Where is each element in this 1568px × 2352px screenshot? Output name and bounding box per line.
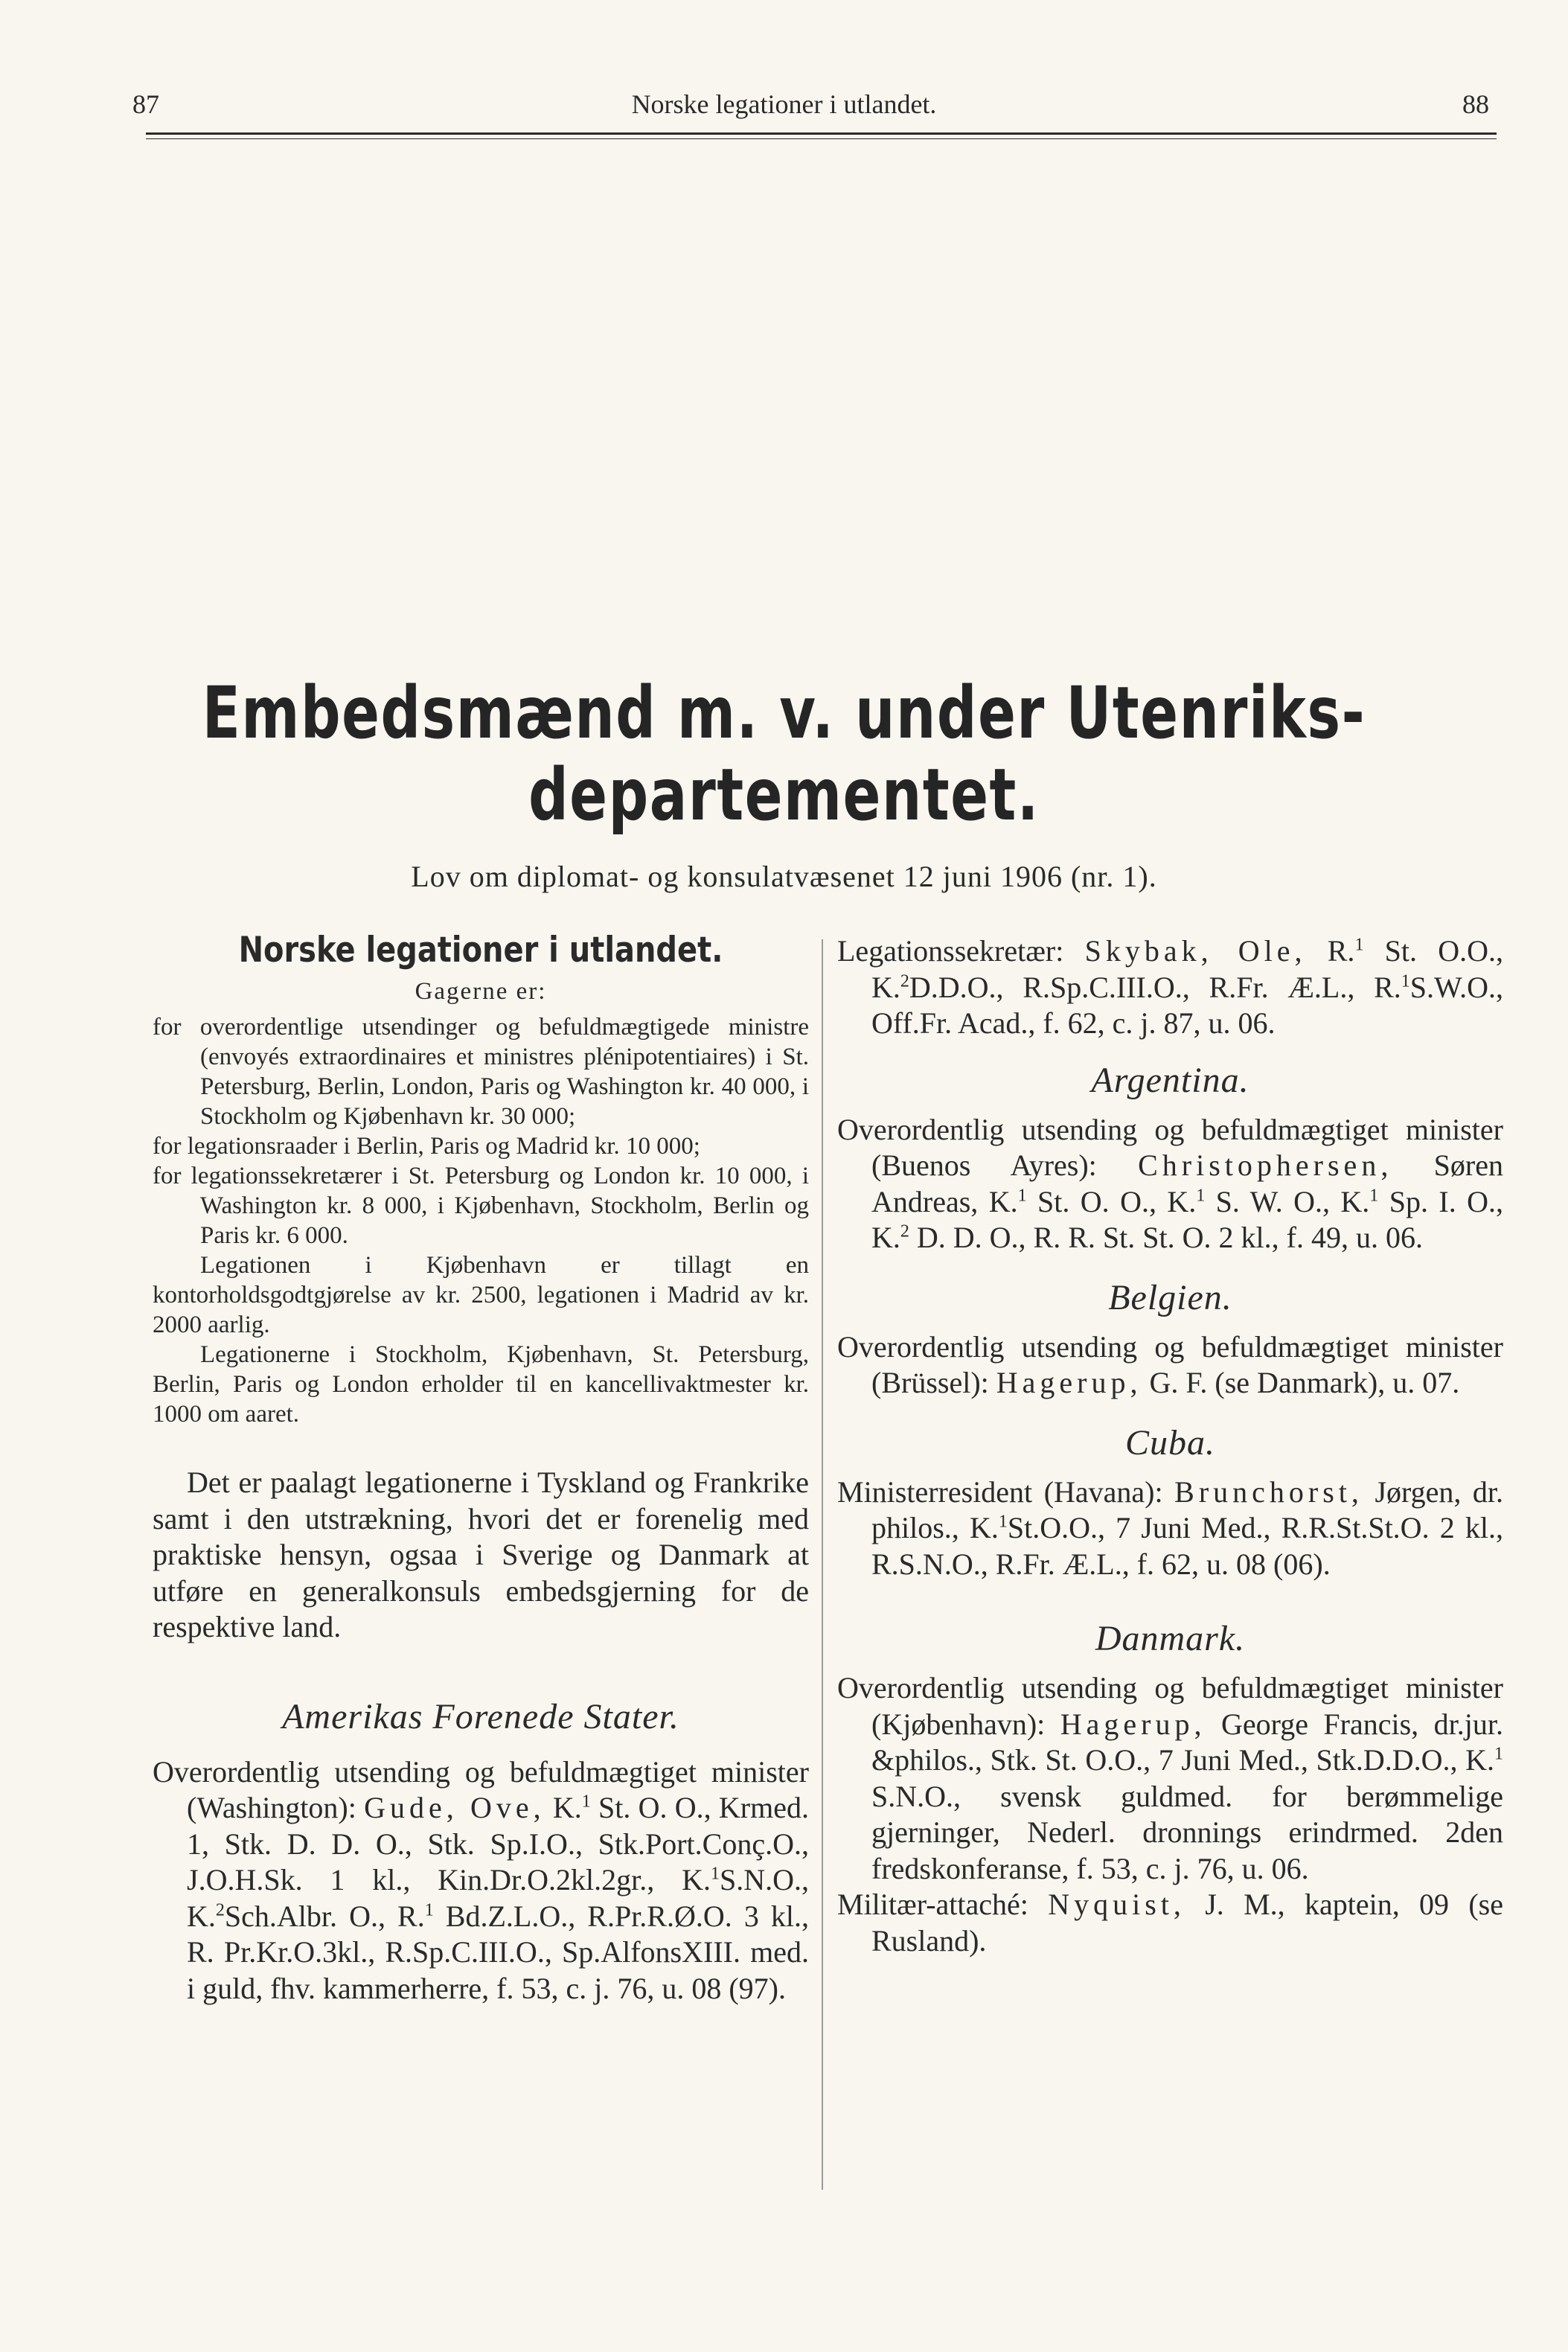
- entry-text: Bd.Z.L.O., R.Pr.R.Ø.O. 3 kl., R. Pr.Kr.O.3kl., R.Sp.C.III.O., Sp.AlfonsXIII. med. i guld, fhv. kammerherre, f. 53, c. j. 76, u. 08 (97).: [187, 1899, 809, 2005]
- entry-text: D.D.O., R.Sp.C.III.O., R.Fr. Æ.L., R.: [909, 970, 1401, 1004]
- header-rule-thin: [146, 138, 1497, 139]
- entry-sup: 1: [1196, 1186, 1206, 1206]
- heading-belgien: Belgien.: [1108, 1277, 1232, 1317]
- entry-name: Nyquist,: [1048, 1888, 1185, 1921]
- entry-role: Overordentlig utsending og befuldmægtiget minister (Brüssel):: [837, 1329, 1503, 1399]
- entry-sup: 1: [1401, 971, 1410, 991]
- entry-sup: 1: [1354, 935, 1364, 955]
- entry-text: St. O. O., Krmed. 1, Stk. D. D. O., Stk. Sp.I.O., Stk.Port.Conç.O., J.O.H.Sk. 1 kl., Kin.Dr.O.2kl.2gr., K.: [187, 1791, 809, 1896]
- entry-sup: 2: [215, 1900, 225, 1920]
- entry-text: S. W. O., K.: [1205, 1184, 1370, 1218]
- entry-text: Søren Andreas, K.: [871, 1148, 1503, 1218]
- entry-danmark: [837, 1670, 1503, 1887]
- running-title: Norske legationer i utlandet.: [631, 89, 937, 119]
- entry-name: Brunchorst,: [1174, 1474, 1363, 1509]
- entry-text: St. O.O., K.: [871, 934, 1503, 1004]
- gager-item: for legationsraader i Berlin, Paris og Madrid kr. 10 000;: [153, 1133, 700, 1160]
- entry-cuba: [837, 1474, 1503, 1583]
- heading-argentina: Argentina.: [1091, 1060, 1249, 1100]
- entry-text: Sp. I. O., K.: [871, 1184, 1503, 1254]
- entry-role: Legationssekretær:: [837, 934, 1064, 968]
- entry-text: S.N.O., K.: [187, 1863, 809, 1933]
- entry-militaer-attache: [837, 1887, 1503, 1959]
- gager-item: for overordentlige utsendinger og befuldmægtigede ministre (envoyés extraordinaires et ministres plénipotentiaires) i St. Petersburg, Berlin, London, Paris og Washington kr. 40 000, i Stockholm og Kjøbenhavn kr. 30 000;: [153, 1014, 809, 1130]
- entry-argentina: [837, 1112, 1503, 1256]
- entry-name: Skybak, Ole,: [1084, 934, 1307, 968]
- entry-text: St.O.O., 7 Juni Med., R.R.St.St.O. 2 kl., R.S.N.O., R.Fr. Æ.L., f. 62, u. 08 (06).: [871, 1511, 1503, 1581]
- entry-text: R.: [1306, 934, 1355, 968]
- entry-text: Sch.Albr. O., R.: [224, 1899, 425, 1933]
- entry-sup: 1: [1494, 1744, 1503, 1764]
- entry-text: George Francis, dr.jur. &philos., Stk. St. O.O., 7 Juni Med., Stk.D.D.O., K.: [871, 1707, 1503, 1777]
- entry-sup: 1: [998, 1512, 1008, 1532]
- entry-text: S.N.O., svensk guldmed. for berømmelige gjerninger, Nederl. dronnings erindrmed. 2den fredskonferanse, f. 53, c. j. 76, u. 06.: [871, 1779, 1503, 1885]
- page-number-right: 88: [1462, 89, 1489, 119]
- entry-role: Overordentlig utsending og befuldmægtiget minister (Kjøbenhavn):: [837, 1671, 1503, 1741]
- generalkonsul-paragraph: [153, 1465, 809, 1646]
- column-divider: [822, 939, 823, 2190]
- header-rule: [146, 132, 1497, 135]
- entry-name: Hagerup,: [996, 1366, 1142, 1399]
- entry-sup: 1: [424, 1900, 434, 1920]
- entry-amerika: [153, 1754, 809, 2007]
- entry-name: Gude, Ove,: [364, 1791, 545, 1824]
- entry-role: Militær-attaché:: [837, 1888, 1028, 1921]
- entry-role: Overordentlig utsending og befuldmægtiget minister (Buenos Ayres):: [837, 1112, 1503, 1182]
- entry-text: J. M., kaptein, 09 (se Rusland).: [871, 1888, 1504, 1958]
- entry-sup: 1: [581, 1792, 591, 1812]
- page-title-line1: Embedsmænd m. v. under Utenriks-: [202, 671, 1366, 755]
- kontorhold-note: Legationen i Kjøbenhavn er tillagt en kontorholdsgodtgjørelse av kr. 2500, legationen i Madrid av kr. 2000 aarlig.: [153, 1252, 809, 1338]
- entry-text: D. D. O., R. R. St. St. O. 2 kl., f. 49, u. 06.: [909, 1221, 1423, 1254]
- right-column: [837, 933, 1503, 1959]
- entry-text: G. F. (se Danmark), u. 07.: [1142, 1366, 1460, 1399]
- gager-item: for legationssekretærer i St. Petersburg og London kr. 10 000, i Washington kr. 8 000, i Kjøbenhavn, Stockholm, Berlin og Paris kr. 6 000.: [153, 1163, 809, 1249]
- paragraph-text: Det er paalagt legationerne i Tyskland og Frankrike samt i den utstrækning, hvori det er forenelig med praktiske hensyn, ogsaa i Sverige og Danmark at utføre en generalkonsuls embedsgjerning for de respektive land.: [153, 1466, 809, 1643]
- entry-name: Hagerup,: [1060, 1707, 1206, 1741]
- entry-sup: 1: [1017, 1186, 1027, 1206]
- entry-text: K.: [552, 1791, 582, 1824]
- section-title-legationer: Norske legationer i utlandet.: [238, 930, 723, 971]
- page-number-left: 87: [132, 89, 159, 119]
- entry-sup: 1: [710, 1864, 720, 1884]
- left-column: [153, 927, 809, 2007]
- heading-cuba: Cuba.: [1124, 1422, 1215, 1463]
- entry-sup: 1: [1369, 1186, 1379, 1206]
- gager-label: Gagerne er:: [415, 978, 547, 1005]
- law-reference: Lov om diplomat- og konsulatvæsenet 12 juni 1906 (nr. 1).: [411, 860, 1157, 893]
- entry-sup: 2: [900, 1221, 909, 1241]
- kancelli-note: Legationerne i Stockholm, Kjøbenhavn, St. Petersburg, Berlin, Paris og London erholder til en kancellivaktmester kr. 1000 om aaret.: [153, 1341, 809, 1428]
- heading-amerika: Amerikas Forenede Stater.: [282, 1696, 679, 1736]
- entry-text: S.W.O., Off.Fr. Acad., f. 62, c. j. 87, u. 06.: [871, 970, 1503, 1040]
- gager-list: [153, 1012, 809, 1429]
- entry-name: Christophersen,: [1138, 1148, 1393, 1182]
- entry-belgien: [837, 1329, 1503, 1402]
- page-title-line2: departementet.: [528, 753, 1040, 837]
- heading-danmark: Danmark.: [1095, 1619, 1246, 1658]
- entry-role: Ministerresident (Havana):: [837, 1474, 1163, 1509]
- entry-text: St. O. O., K.: [1026, 1184, 1197, 1218]
- entry-text: Jørgen, dr. philos., K.: [871, 1474, 1503, 1544]
- entry-sup: 2: [900, 971, 909, 991]
- entry-legationssekretaer: [837, 933, 1503, 1042]
- entry-role: Overordentlig utsending og befuldmægtiget minister (Washington):: [153, 1754, 809, 1824]
